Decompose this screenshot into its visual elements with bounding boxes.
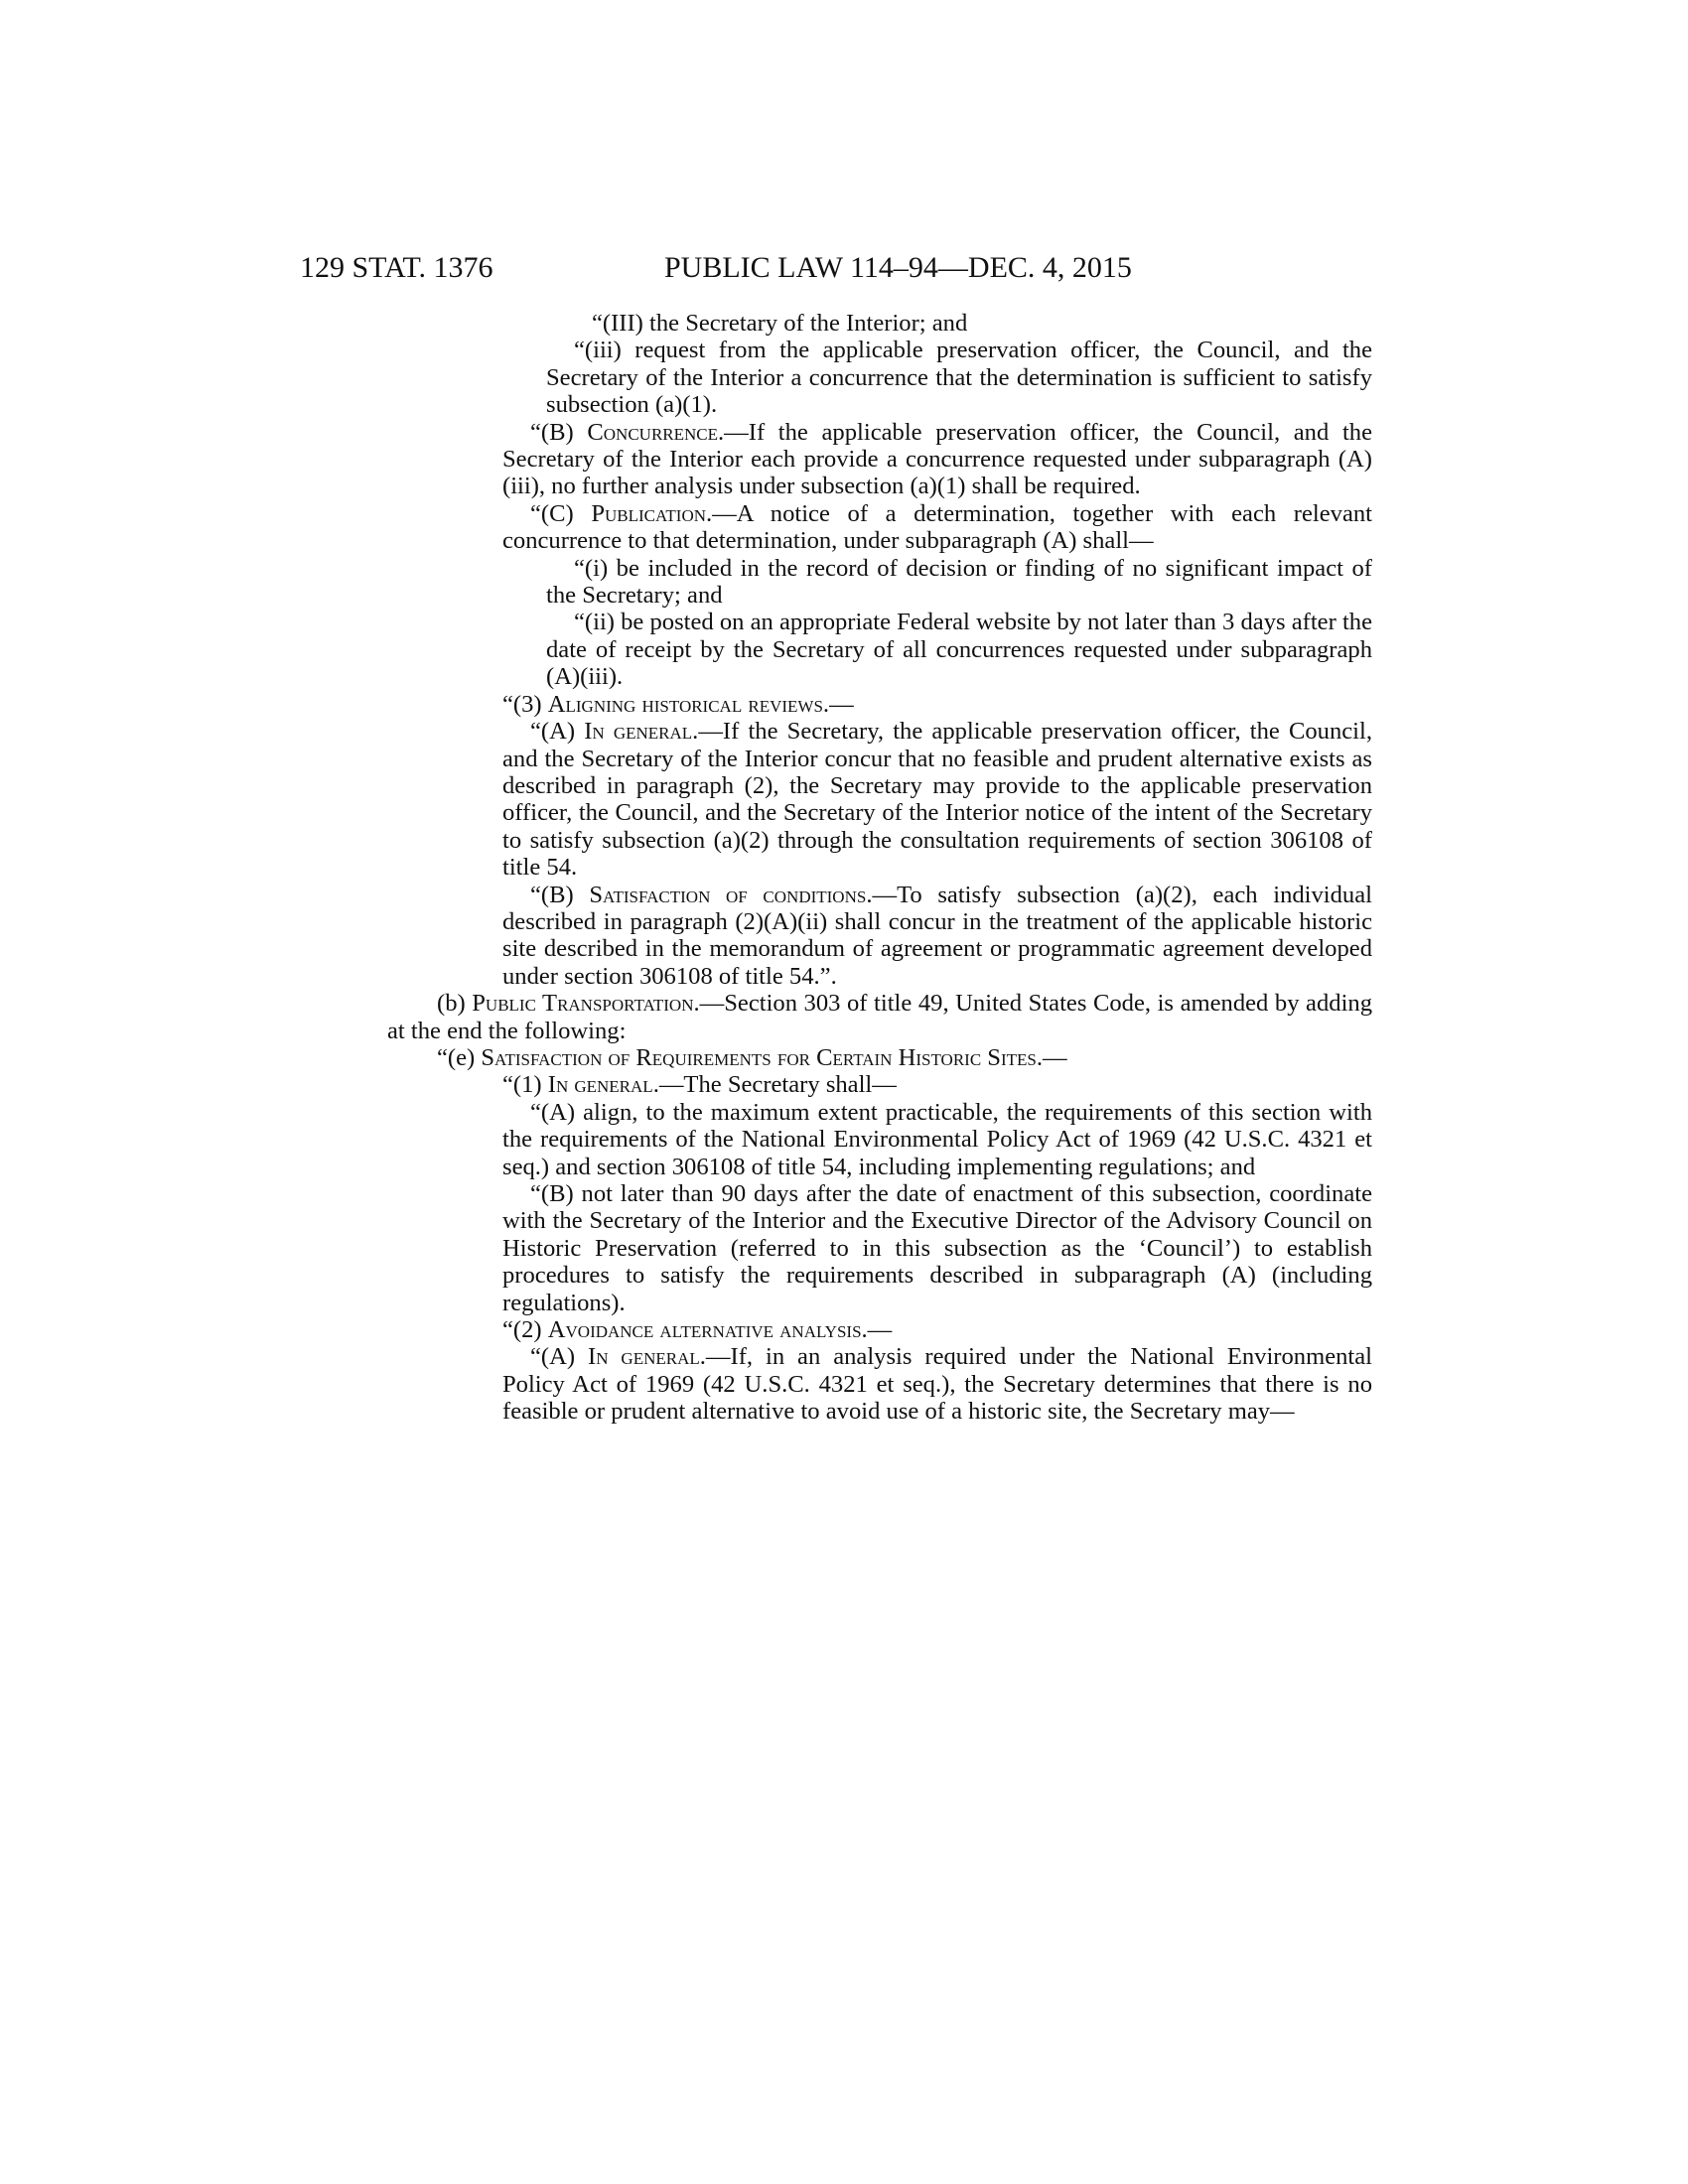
public-law-title: PUBLIC LAW 114–94—DEC. 4, 2015	[664, 251, 1132, 284]
clause-ii-website: “(ii) be posted on an appropriate Federal website by not later than 3 days after the date of receipt by the Secretary of all concurrences requested under subparagraph (A)(iii).	[546, 609, 1372, 691]
heading-in-general-2: In general	[547, 1071, 653, 1099]
subparagraph-a-align: “(A) align, to the maximum extent practicable, the requirements of this section with the requirements of the National Environmental Policy Act of 1969 (42 U.S.C. 4321 et seq.) and section 306108 of title 54, including implementing regulations; and	[502, 1098, 1372, 1180]
clause-iii-request: “(iii) request from the applicable preservation officer, the Council, and the Secretary of the Interior a concurrence that the determination is sufficient to satisfy subsection (a)(1).	[546, 337, 1372, 419]
heading-concurrence: Concurrence	[587, 418, 719, 446]
heading-public-transportation: Public Transportation	[472, 990, 694, 1018]
heading-avoidance-alternative-analysis: Avoidance alternative analysis	[547, 1316, 862, 1344]
law-text	[387, 310, 1373, 1426]
subparagraph-b-coordinate: “(B) not later than 90 days after the date of enactment of this subsection, coordinate with the Secretary of the Interior and the Executive Director of the Advisory Council on Historic Preservation (referred to in this subsection as the ‘Council’) to establish procedures to satisfy the requirements described in subparagraph (A) (including regulations).	[502, 1180, 1372, 1316]
subparagraph-a-in-general: “(A) In general.—If the Secretary, the applicable preservation officer, the Council, and the Secretary of the Interior concur that no feasible and prudent alternative exists as described in paragraph (2), the Secretary may provide to the applicable preservation officer, the Council, and the Secretary of the Interior notice of the intent of the Secretary to satisfy subsection (a)(2) through the consultation requirements of section 306108 of title 54.	[502, 718, 1372, 882]
clause-i-record: “(i) be included in the record of decision or finding of no significant impact of the Secretary; and	[546, 554, 1372, 610]
subsection-e-historic-sites: “(e) Satisfaction of Requirements for Certain Historic Sites.—	[437, 1043, 1067, 1071]
heading-in-general-3: In general	[588, 1343, 700, 1371]
subparagraph-b-satisfaction: “(B) Satisfaction of conditions.—To satisfy subsection (a)(2), each individual described in paragraph (2)(A)(ii) shall concur in the treatment of the applicable historic site described in the memorandum of agreement or programmatic agreement developed under section 306108 of title 54.”.	[502, 881, 1372, 990]
paragraph-3-aligning: “(3) Aligning historical reviews.—	[502, 690, 854, 718]
heading-satisfaction-of-requirements: Satisfaction of Requirements for Certain Historic Sites	[481, 1043, 1037, 1071]
statute-page-number: 129 STAT. 1376	[300, 251, 493, 284]
subparagraph-a-in-general-analysis: “(A) In general.—If, in an analysis required under the National Environmental Policy Act of 1969 (42 U.S.C. 4321 et seq.), the Secretary determines that there is no feasible or prudent alternative to avoid use of a historic site, the Secretary may—	[502, 1343, 1373, 1426]
heading-satisfaction-of-conditions: Satisfaction of conditions	[589, 881, 867, 908]
heading-aligning-historical-reviews: Aligning historical reviews	[547, 690, 823, 718]
paragraph-2-avoidance: “(2) Avoidance alternative analysis.—	[502, 1316, 893, 1344]
heading-in-general: In general	[584, 718, 693, 746]
paragraph-1-in-general: “(1) In general.—The Secretary shall—	[502, 1071, 897, 1099]
clause-iii-subclause: “(III) the Secretary of the Interior; and	[592, 310, 968, 337]
subparagraph-c-publication: “(C) Publication.—A notice of a determination, together with each relevant concurrence to that determination, under subparagraph (A) shall—	[502, 499, 1372, 555]
page-header	[300, 248, 1203, 288]
heading-publication: Publication	[591, 499, 707, 527]
subsection-b-public-transportation: (b) Public Transportation.—Section 303 of title 49, United States Code, is amended by adding at the end the following:	[387, 990, 1372, 1044]
subparagraph-b-concurrence: “(B) Concurrence.—If the applicable preservation officer, the Council, and the Secretary of the Interior each provide a concurrence requested under subparagraph (A)(iii), no further analysis under subsection (a)(1) shall be required.	[502, 418, 1372, 500]
